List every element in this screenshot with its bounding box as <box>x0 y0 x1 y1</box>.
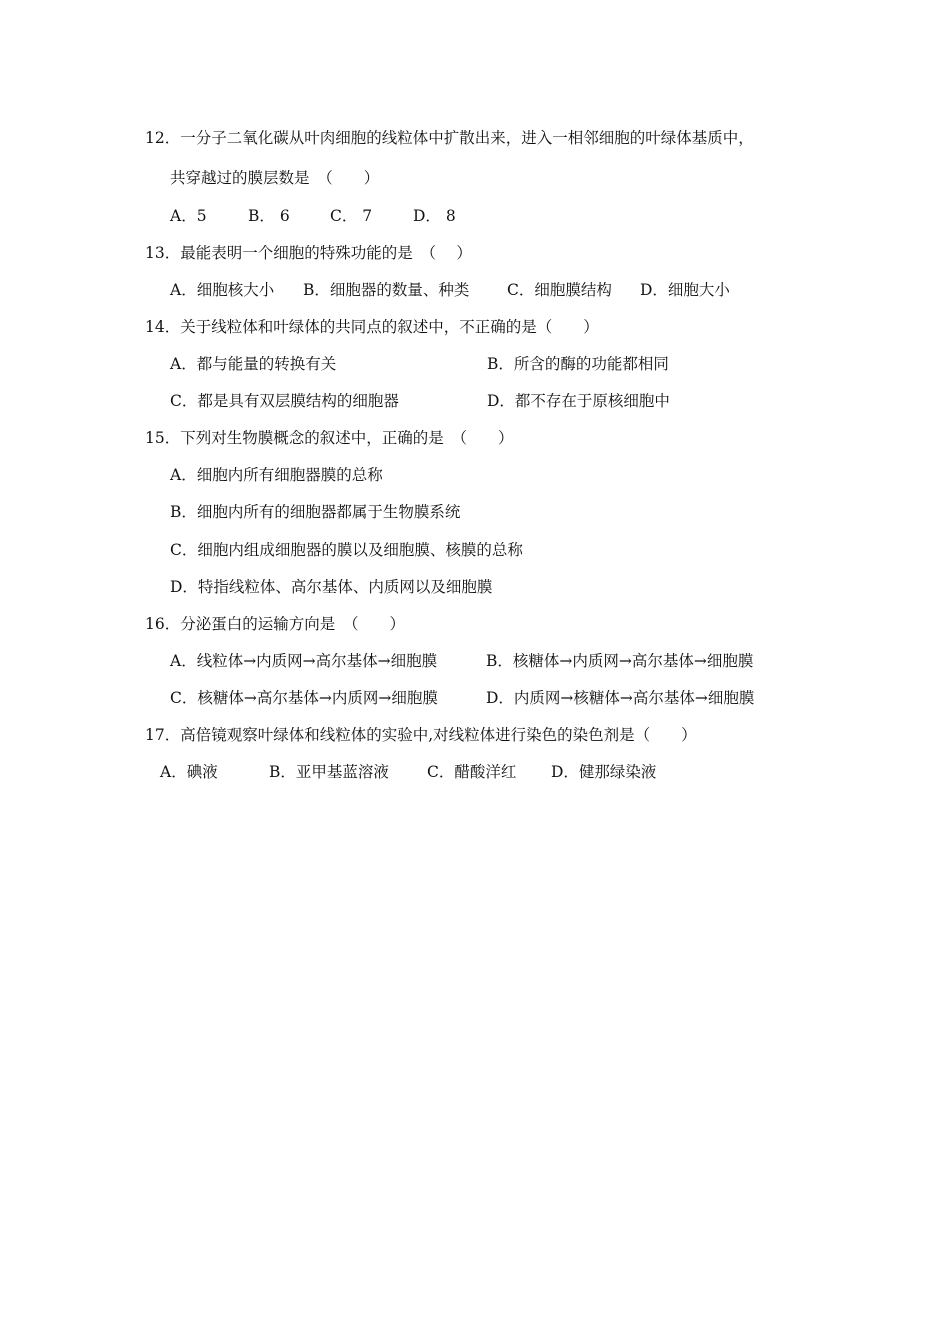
question-14-option-b: B．所含的酶的功能都相同 <box>487 355 669 373</box>
question-12-option-d: D． 8 <box>413 207 456 225</box>
question-17-option-a: A．碘液 <box>160 763 218 781</box>
question-15-option-b: B．细胞内所有的细胞器都属于生物膜系统 <box>170 503 461 521</box>
question-15-option-c: C．细胞内组成细胞器的膜以及细胞膜、核膜的总称 <box>170 541 523 559</box>
question-13-option-d: D．细胞大小 <box>640 281 730 299</box>
question-14-option-c: C．都是具有双层膜结构的细胞器 <box>170 392 399 410</box>
question-14-option-a: A．都与能量的转换有关 <box>170 355 337 373</box>
question-16-option-c: C．核糖体→高尔基体→内质网→细胞膜 <box>170 689 438 707</box>
question-16-option-a: A．线粒体→内质网→高尔基体→细胞膜 <box>170 652 438 670</box>
question-13-option-a: A．细胞核大小 <box>170 281 275 299</box>
question-12-stem: 12．一分子二氧化碳从叶肉细胞的线粒体中扩散出来，进入一相邻细胞的叶绿体基质中， <box>145 129 754 147</box>
question-15-option-a: A．细胞内所有细胞器膜的总称 <box>170 466 383 484</box>
question-13-option-b: B．细胞器的数量、种类 <box>303 281 470 299</box>
question-16-stem: 16．分泌蛋白的运输方向是 （ ） <box>145 615 405 633</box>
question-16-option-d: D．内质网→核糖体→高尔基体→细胞膜 <box>486 689 755 707</box>
question-17-option-b: B．亚甲基蓝溶液 <box>269 763 389 781</box>
question-17-option-d: D．健那绿染液 <box>551 763 657 781</box>
question-17-option-c: C．醋酸洋红 <box>427 763 517 781</box>
question-12-option-a: A．5 <box>170 207 207 225</box>
question-12-stem-continued: 共穿越过的膜层数是 （ ） <box>170 169 380 187</box>
question-13-stem: 13．最能表明一个细胞的特殊功能的是 （ ） <box>145 244 472 262</box>
question-15-stem: 15．下列对生物膜概念的叙述中，正确的是 （ ） <box>145 429 514 447</box>
question-12-option-c: C． 7 <box>330 207 373 225</box>
question-13-option-c: C．细胞膜结构 <box>507 281 612 299</box>
question-12-option-b: B． 6 <box>248 207 290 225</box>
question-14-stem: 14．关于线粒体和叶绿体的共同点的叙述中，不正确的是（ ） <box>145 318 599 336</box>
question-16-option-b: B．核糖体→内质网→高尔基体→细胞膜 <box>486 652 754 670</box>
question-14-option-d: D．都不存在于原核细胞中 <box>487 392 670 410</box>
question-15-option-d: D．特指线粒体、高尔基体、内质网以及细胞膜 <box>170 578 493 596</box>
question-17-stem: 17．高倍镜观察叶绿体和线粒体的实验中,对线粒体进行染色的染色剂是（ ） <box>145 726 697 744</box>
